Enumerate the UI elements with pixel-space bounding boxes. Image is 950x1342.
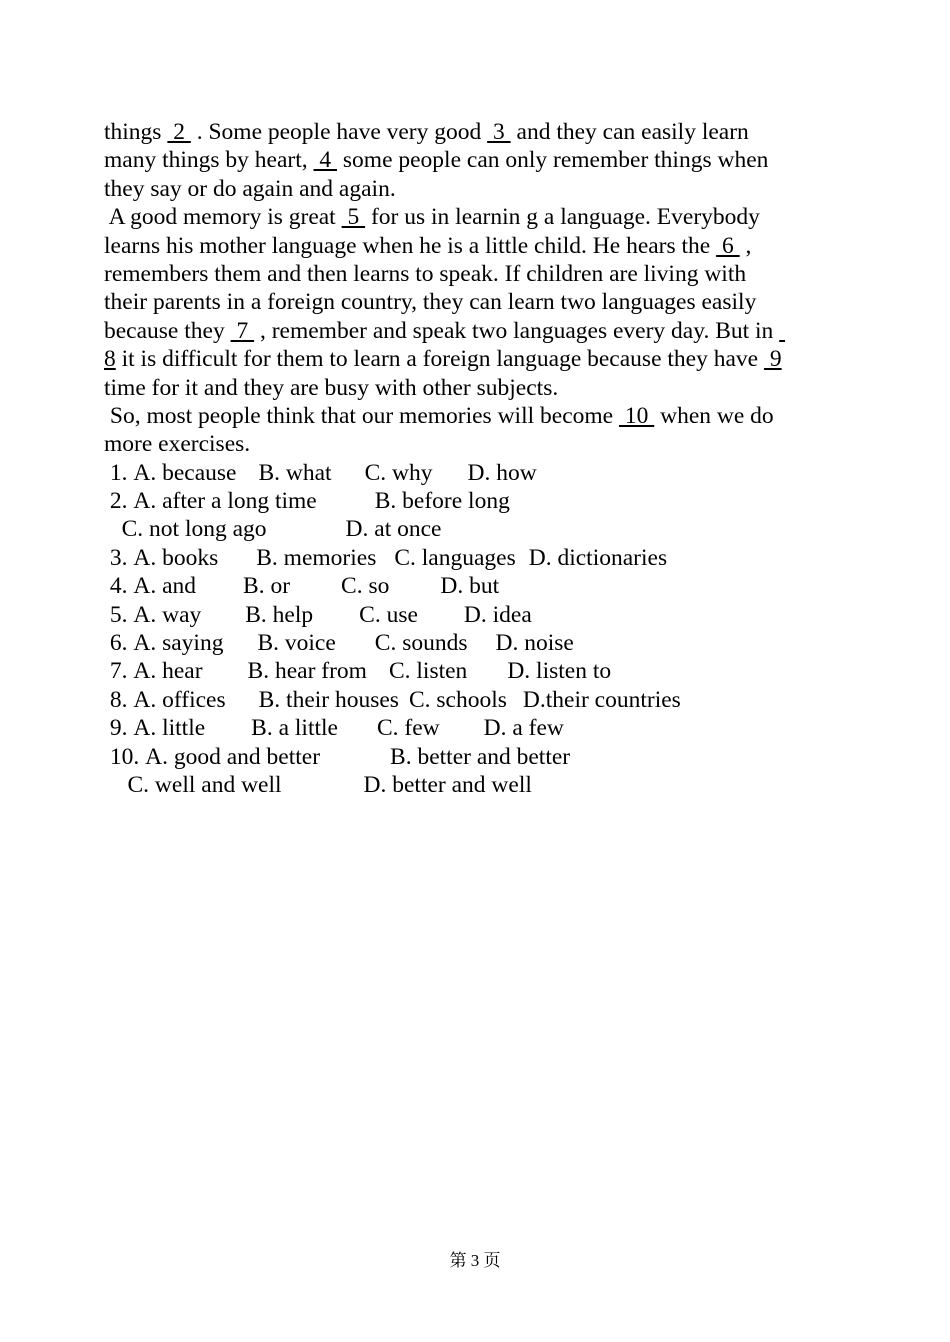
passage-text: remembers them and then learns to speak. If children are living with — [104, 260, 747, 287]
option-choice: C. schools — [408, 686, 507, 713]
passage-text: A good memory is great — [104, 204, 342, 231]
option-row — [104, 714, 864, 742]
question-number: 6. — [104, 630, 134, 657]
question-number — [104, 772, 128, 798]
option-choice: A. way — [133, 601, 202, 628]
blank-number: 3 — [487, 119, 511, 145]
blank-number: 6 — [716, 232, 740, 259]
passage-text: for us in learnin g a language. Everybody — [365, 204, 760, 231]
option-choice: C. not long ago — [121, 516, 267, 543]
blank-number: 2 — [167, 119, 191, 145]
passage-line — [104, 374, 864, 402]
passage-line — [104, 402, 864, 430]
blank-number: 10 — [618, 402, 655, 429]
option-row — [104, 743, 864, 771]
passage-text: some people can only remember things when — [337, 147, 769, 174]
option-choice: A. after a long time — [133, 488, 317, 515]
option-row — [104, 601, 864, 629]
blank-number — [779, 318, 785, 344]
option-choice: A. because — [133, 459, 237, 486]
passage-text: , — [739, 232, 752, 259]
option-row — [104, 544, 864, 572]
blank-number: 4 — [313, 147, 338, 174]
option-choice: A. little — [133, 715, 206, 742]
passage-text: things — [104, 119, 168, 145]
passage-line — [104, 345, 864, 373]
option-choice: C. well and well — [127, 771, 282, 798]
blank-number: 7 — [230, 317, 255, 344]
option-choice: A. good and better — [145, 743, 321, 770]
passage-text: their parents in a foreign country, they can learn two languages easily — [104, 289, 757, 316]
passage-text: time for it and they are busy with other subjects. — [104, 374, 559, 401]
cloze-passage — [104, 118, 864, 459]
passage-text: many things by heart, — [104, 147, 314, 174]
question-number: 4. — [104, 573, 134, 600]
option-row — [104, 487, 864, 515]
option-row — [104, 515, 864, 543]
option-row — [104, 686, 864, 714]
passage-text: , remember and speak two languages every day. But in — [254, 317, 780, 344]
option-choice: D. noise — [495, 630, 574, 657]
option-choice: B. better and better — [390, 743, 571, 770]
option-choice: D. dictionaries — [528, 544, 668, 571]
question-number: 3. — [104, 544, 134, 571]
option-row — [104, 629, 864, 657]
option-choice: C. sounds — [374, 630, 468, 657]
question-number: 2. — [104, 488, 134, 515]
option-choice: C. use — [359, 601, 418, 628]
passage-line — [104, 430, 864, 458]
passage-text: they say or do again and again. — [104, 175, 396, 202]
option-choice: C. languages — [394, 544, 516, 571]
option-choice: D. listen to — [507, 658, 612, 685]
question-number: 5. — [104, 601, 134, 628]
passage-line — [104, 118, 864, 146]
question-number: 10. — [104, 743, 146, 770]
passage-text: when we do — [654, 402, 774, 429]
passage-text: it is difficult for them to learn a foreign language because they have — [115, 346, 764, 373]
passage-line — [104, 288, 864, 316]
option-choice: A. offices — [133, 686, 226, 713]
option-choice: B. help — [245, 601, 314, 628]
option-choice: B. what — [258, 459, 332, 486]
option-row — [104, 657, 864, 685]
option-choice: B. their houses — [258, 686, 399, 713]
passage-line — [104, 317, 864, 345]
blank-number: 5 — [341, 204, 366, 231]
option-choice: B. memories — [256, 544, 377, 571]
option-choice: D. better and well — [363, 771, 532, 798]
option-choice: A. and — [133, 573, 197, 600]
passage-text: . Some people have very good — [190, 119, 488, 145]
option-choice: B. a little — [251, 715, 338, 742]
question-number: 9. — [104, 715, 134, 742]
passage-text: because they — [104, 317, 231, 344]
option-choice: C. few — [376, 715, 440, 742]
option-choice: D. at once — [345, 516, 442, 543]
passage-line — [104, 232, 864, 260]
option-row — [104, 771, 864, 799]
passage-text: more exercises. — [104, 431, 251, 458]
option-choice: A. books — [133, 544, 219, 571]
answer-options — [104, 459, 864, 800]
page-number: 第 3 页 — [449, 1251, 501, 1270]
page-body — [104, 118, 864, 799]
passage-line — [104, 260, 864, 288]
question-number — [104, 516, 122, 542]
passage-text: learns his mother language when he is a little child. He hears the — [104, 232, 717, 259]
question-number: 1. — [104, 459, 134, 486]
option-choice: C. why — [364, 459, 433, 486]
blank-number: 8 — [104, 346, 116, 373]
option-row — [104, 572, 864, 600]
question-number: 8. — [104, 686, 134, 713]
option-choice: B. before long — [374, 488, 510, 515]
option-choice: D.their countries — [522, 686, 681, 713]
question-number: 7. — [104, 658, 134, 685]
option-choice: A. hear — [133, 658, 203, 685]
blank-number: 9 — [763, 346, 782, 373]
option-choice: D. but — [440, 573, 500, 600]
option-choice: A. saying — [133, 630, 224, 657]
passage-line — [104, 203, 864, 231]
option-choice: C. so — [341, 573, 390, 600]
passage-line — [104, 175, 864, 203]
option-choice: D. how — [467, 459, 537, 486]
option-choice: D. a few — [483, 715, 564, 742]
option-choice: B. voice — [257, 630, 336, 657]
passage-text: So, most people think that our memories will become — [104, 402, 619, 429]
option-choice: B. hear from — [247, 658, 367, 685]
passage-line — [104, 146, 864, 174]
option-choice: B. or — [243, 573, 291, 600]
option-choice: D. idea — [463, 601, 532, 628]
passage-text: and they can easily learn — [510, 119, 749, 145]
option-row — [104, 459, 864, 487]
option-choice: C. listen — [388, 658, 468, 685]
